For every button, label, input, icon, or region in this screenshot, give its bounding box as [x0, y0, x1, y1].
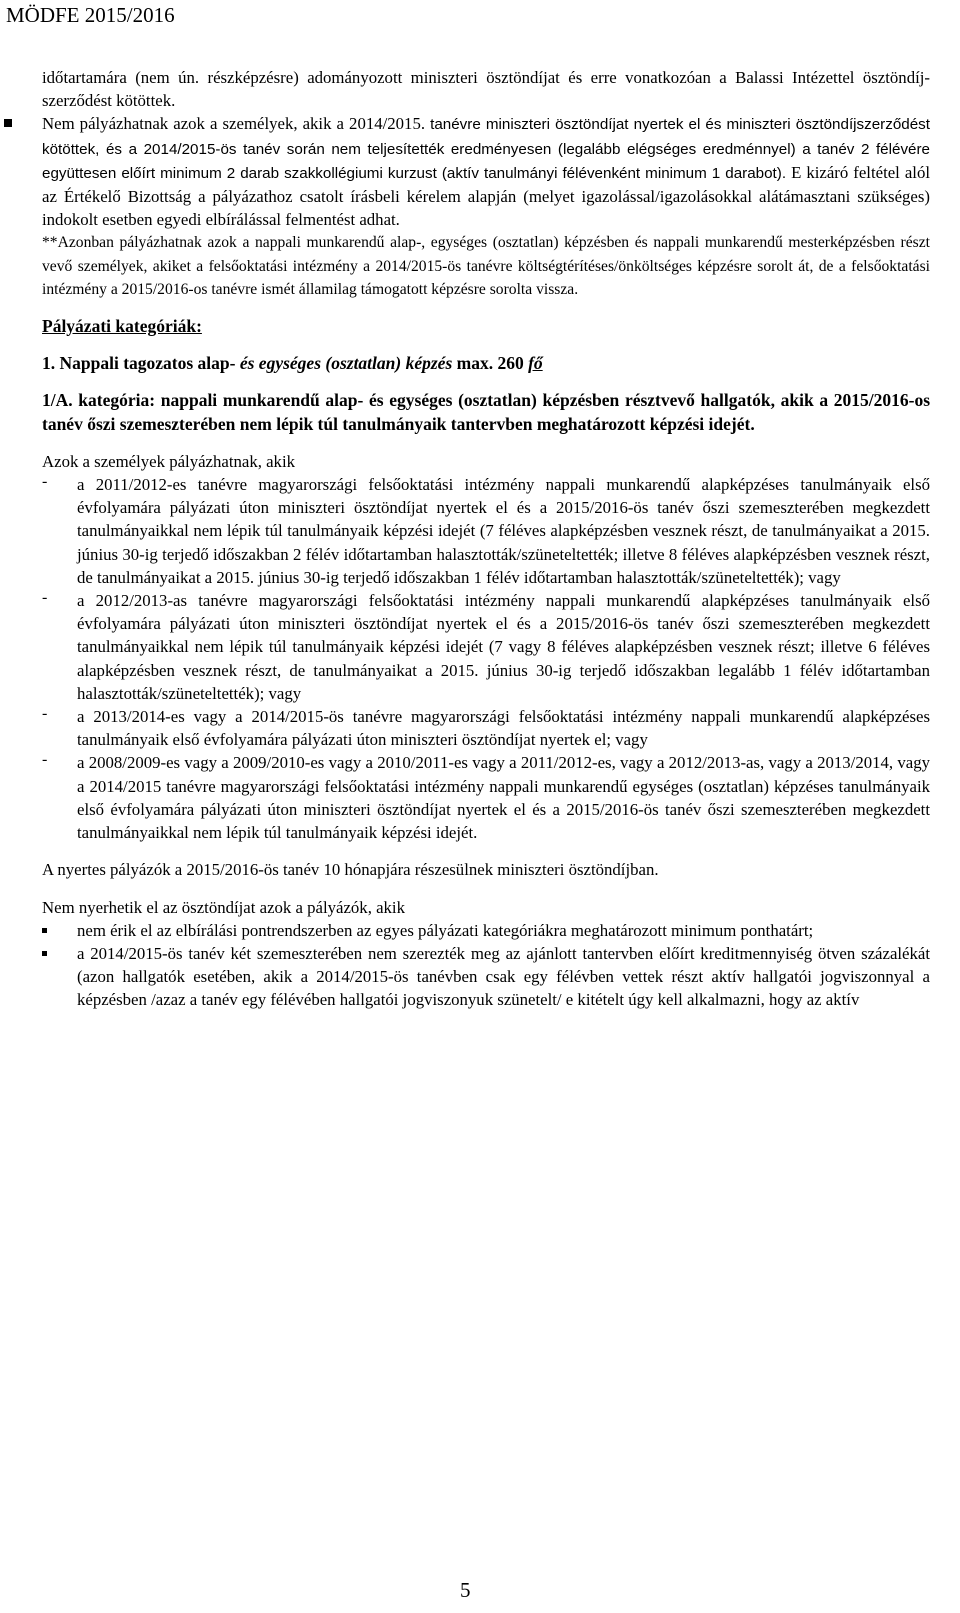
eligible-list [42, 473, 930, 844]
bullet-rest: tanévre miniszteri ösztöndíjat nyertek el és miniszteri ösztöndíjszerződést kötöttek, és a 2014/2015-ös tanév során nem teljesítették eredményesen (legalább elégséges eredménnyel) a tanév 2 félévére együttesen előírt minimum 2 darab szakkollégiumi kurzust (aktív tanulmányi félévenként minimum 1 darabot). [42, 116, 930, 182]
list-item [42, 751, 930, 844]
list-item [42, 589, 930, 705]
excluded-intro: Nem nyerhetik el az ösztöndíjat azok a pályázók, akik [42, 897, 405, 917]
category-1-suffix: max. 260 [456, 353, 524, 374]
dash-marker: - [42, 751, 48, 769]
document-body [42, 66, 930, 1012]
list-item-text: a 2012/2013-as tanévre magyarországi felsőoktatási intézmény nappali munkarendű alapképzéses tanulmányaik első évfolyamára pályázati úton miniszteri ösztöndíjat nyertek el és a 2015/2016-ös tanév őszi szemeszterében megkezdett tanulmányaikkal nem lépik túl tanulmányaik képzési idejét (7 vagy 8 féléves alapképzésben vesznek részt; illetve 6 féléves alapképzésben vesznek részt, de tanulmányaikat a 2015. június 30-ig terjedő időszakban legalább 1 félév időtartamban halasztották/szüneteltették); vagy [77, 591, 930, 703]
square-bullet-icon [4, 119, 12, 127]
bullet-start: Nem pályázhatnak azok a személyek, akik a 2014/2015. [42, 114, 426, 134]
note-paragraph: **Azonban pályázhatnak azok a nappali munkarendű alap-, egységes (osztatlan) képzésben és nappali munkarendű mesterképzésben részt vevő személyek, akiket a felsőoktatási intézmény a 2014/2015-ös tanévre költségtérítéses/önköltséges képzésre sorolt át, de a felsőoktatási intézmény a 2015/2016-os tanévre ismét államilag támogatott képzésre sorolta vissza. [42, 234, 930, 298]
category-1a-text: kategória: nappali munkarendű alap- és egységes (osztatlan) képzésben résztvevő hallgatók, akik a 2015/2016-os tanév őszi szemeszterében nem lépik túl tanulmányaik tantervben meghatározott képzési idejét. [42, 390, 931, 434]
list-item [42, 942, 930, 1012]
eligible-intro: Azok a személyek pályázhatnak, akik [42, 451, 296, 471]
bullet-paragraph [42, 112, 930, 231]
category-1a-heading [42, 389, 930, 435]
dash-marker: - [42, 589, 48, 607]
list-item [42, 705, 930, 751]
dash-marker: - [42, 473, 48, 491]
category-1-italic: és egységes (osztatlan) képzés [239, 353, 453, 374]
square-bullet-icon [42, 951, 47, 956]
page-number: 5 [460, 1578, 471, 1602]
category-1-heading [42, 352, 930, 375]
winners-text: A nyertes pályázók a 2015/2016-ös tanév 10 hónapjára részesülnek miniszteri ösztöndíjban. [42, 860, 659, 880]
page-header: MÖDFE 2015/2016 [6, 3, 175, 27]
list-item-text: a 2008/2009-es vagy a 2009/2010-es vagy a 2010/2011-es vagy a 2011/2012-es, vagy a 2012/2013-as, vagy a 2013/2014, vagy a 2014/2015 tanévre magyarországi felsőoktatási intézmény nappali munkarendű egységes (osztatlan) képzéses tanulmányaik első évfolyamára pályázati úton miniszteri ösztöndíjat nyertek el és a 2015/2016-ös tanév őszi szemeszterében megkezdett tanulmányaikkal nem lépik túl tanulmányaik képzési idejét. [77, 753, 930, 843]
excluded-list [42, 919, 930, 1012]
list-item-text: a 2014/2015-ös tanév két szemeszterében nem szerezték meg az ajánlott tantervben előírt kreditmennyiség ötven százalékát (azon hallgatók esetében, akik a 2014/2015-ös tanévben csak egy félévben vettek részt aktív hallgatói jogviszonnyal a képzésben /azaz a tanév egy félévében hallgatói jogviszonyuk szünetelt/ e kitételt úgy kell alkalmazni, hogy az aktív [77, 943, 930, 1010]
category-1a-label: 1/A. [42, 390, 73, 411]
list-item [42, 919, 930, 942]
list-item-text: a 2011/2012-es tanévre magyarországi felsőoktatási intézmény nappali munkarendű alapképzéses tanulmányaik első évfolyamára pályázati úton miniszteri ösztöndíjat nyertek el és a 2015/2016-ös tanév őszi szemeszterében megkezdett tanulmányaikkal nem lépik túl tanulmányaik képzési idejét (7 féléves alapképzésben vesznek részt, de tanulmányaikat a 2015. június 30-ig terjedő időszakban 2 félév időtartamban halasztották/szüneteltették; illetve 8 féléves alapképzésben vesznek részt, de tanulmányaikat a 2015. június 30-ig terjedő időszakban 1 félév időtartamban halasztották/szüneteltették); vagy [77, 475, 930, 587]
dash-marker: - [42, 705, 48, 723]
category-1-prefix: 1. Nappali tagozatos alap- [42, 353, 236, 374]
square-bullet-icon [42, 928, 47, 933]
categories-heading: Pályázati kategóriák: [42, 316, 202, 337]
list-item [42, 473, 930, 589]
category-1-italic-end: fő [528, 353, 543, 374]
intro-continuation: időtartamára (nem ún. részképzésre) adományozott miniszteri ösztöndíjat és erre vonatkozóan a Balassi Intézettel ösztöndíj-szerződést kötöttek. [42, 68, 930, 111]
bullet-paragraph-text [42, 112, 930, 231]
list-item-text: a 2013/2014-es vagy a 2014/2015-ös tanévre magyarországi felsőoktatási intézmény nappali munkarendű alapképzéses tanulmányaik első évfolyamára pályázati úton miniszteri ösztöndíjat nyertek el; vagy [77, 707, 930, 750]
list-item-text: nem érik el az elbírálási pontrendszerben az egyes pályázati kategóriákra meghatározott minimum ponthatárt; [77, 920, 814, 940]
bullet-tail: E kizáró feltétel alól az Értékelő Bizottság a pályázathoz csatolt írásbeli kérelem alapján (melyet igazolással/igazolásokkal alátámasztani szükséges) indokolt esetben egyedi elbírálással felmentést adhat. [42, 162, 931, 230]
